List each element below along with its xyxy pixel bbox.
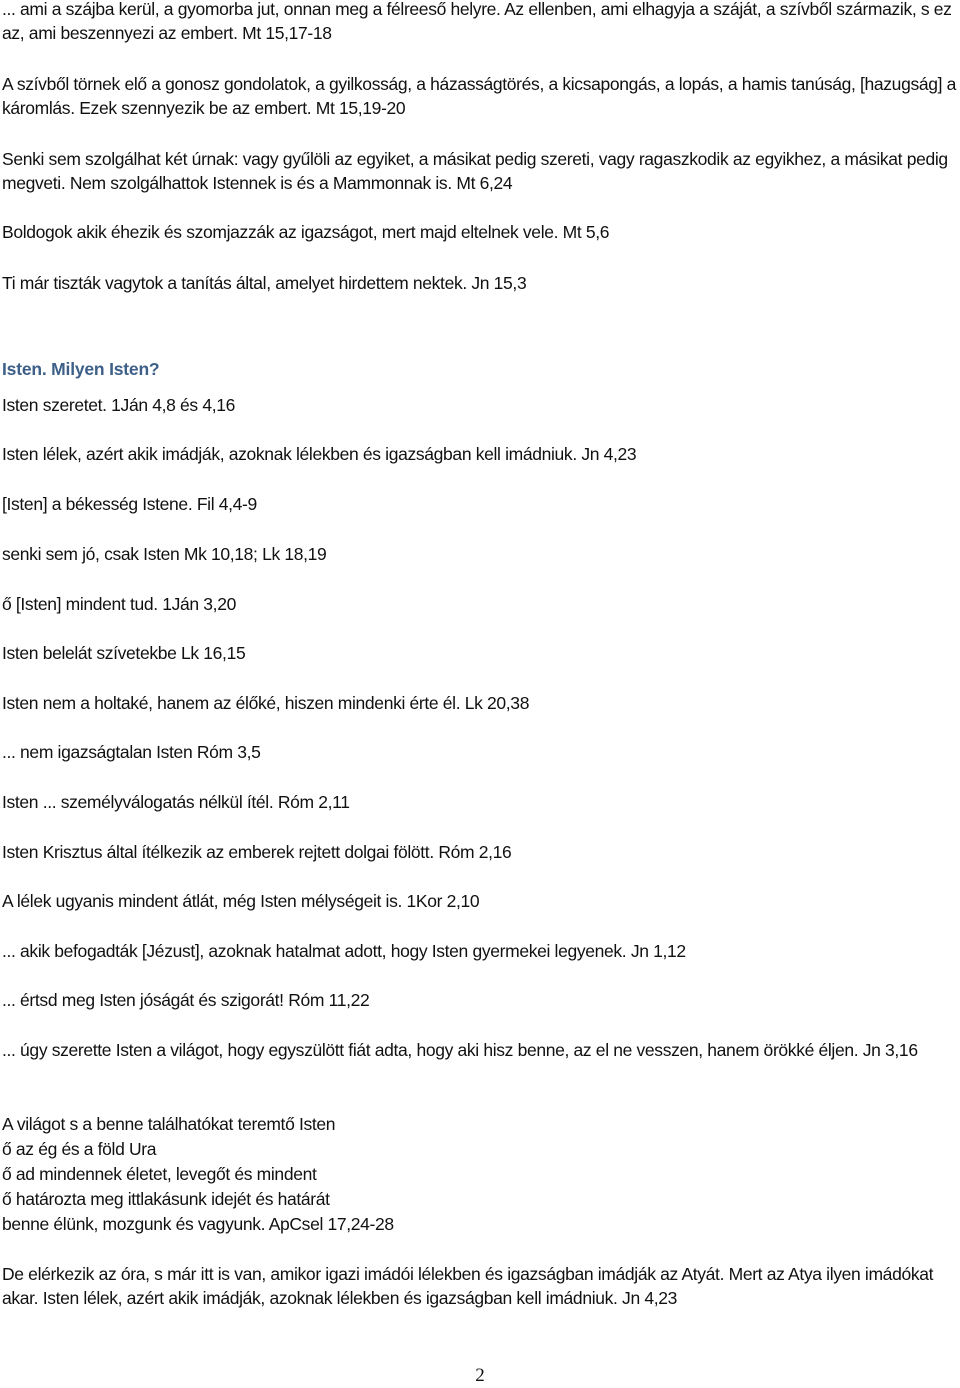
paragraph-mt-15-19: A szívből törnek elő a gonosz gondolatok, a gyilkosság, a házasságtörés, a kicsapongás, a lopás, a hamis tanúság, [hazugság] a káromlás. Ezek szennyezik be az embert. Mt 15,19-20	[2, 74, 957, 118]
entry-rom-2-11: Isten ... személyválogatás nélkül ítél. Róm 2,11	[2, 792, 350, 812]
entry-fil-4-4: [Isten] a békesség Istene. Fil 4,4-9	[2, 494, 257, 514]
poem-line: benne élünk, mozgunk és vagyunk. ApCsel 17,24-28	[2, 1214, 394, 1234]
paragraph-mt-15-17: ... ami a szájba kerül, a gyomorba jut, onnan meg a félreeső helyre. Az ellenben, ami elhagyja a száját, a szívből származik, s ez az, ami beszennyezi az embert. Mt 15,17-18	[2, 0, 952, 43]
paragraph-jn-15-3: Ti már tiszták vagytok a tanítás által, amelyet hirdettem nektek. Jn 15,3	[2, 273, 527, 293]
paragraph-mt-5-6: Boldogok akik éhezik és szomjazzák az igazságot, mert majd eltelnek vele. Mt 5,6	[2, 222, 610, 242]
page-number: 2	[475, 1365, 485, 1386]
entry-rom-2-16: Isten Krisztus által ítélkezik az emberek rejtett dolgai fölött. Róm 2,16	[2, 842, 512, 862]
entry-jn-3-16: ... úgy szerette Isten a világot, hogy egyszülött fiát adta, hogy aki hisz benne, az el ne vesszen, hanem örökké éljen. Jn 3,16	[2, 1040, 918, 1060]
poem-line: ő az ég és a föld Ura	[2, 1139, 157, 1159]
entry-rom-11-22: ... értsd meg Isten jóságát és szigorát! Róm 11,22	[2, 990, 370, 1010]
entry-jn-1-12: ... akik befogadták [Jézust], azoknak hatalmat adott, hogy Isten gyermekei legyenek. Jn 1,12	[2, 941, 686, 961]
entry-1kor-2-10: A lélek ugyanis mindent átlát, még Isten mélységeit is. 1Kor 2,10	[2, 891, 480, 911]
closing-paragraph: De elérkezik az óra, s már itt is van, amikor igazi imádói lélekben és igazságban imádják az Atyát. Mert az Atya ilyen imádókat akar. Isten lélek, azért akik imádják, azoknak lélekben és igazságban kell imádniuk. Jn 4,23	[2, 1264, 934, 1308]
entry-mk-10-18: senki sem jó, csak Isten Mk 10,18; Lk 18,19	[2, 544, 327, 564]
entry-rom-3-5: ... nem igazságtalan Isten Róm 3,5	[2, 742, 261, 762]
entry-1jan-3-20: ő [Isten] mindent tud. 1Ján 3,20	[2, 594, 236, 614]
poem-line: ő határozta meg ittlakásunk idejét és határát	[2, 1189, 330, 1209]
entry-jn-4-23: Isten lélek, azért akik imádják, azoknak lélekben és igazságban kell imádniuk. Jn 4,23	[2, 444, 637, 464]
entry-lk-20-38: Isten nem a holtaké, hanem az élőké, hiszen mindenki érte él. Lk 20,38	[2, 693, 530, 713]
paragraph-mt-6-24: Senki sem szolgálhat két úrnak: vagy gyűlöli az egyiket, a másikat pedig szereti, vagy ragaszkodik az egyikhez, a másikat pedig megveti. Nem szolgálhattok Istennek is és a Mammonnak is. Mt 6,24	[2, 149, 948, 193]
entry-lk-16-15: Isten belelát szívetekbe Lk 16,15	[2, 643, 246, 663]
entry-1jan-4-8: Isten szeretet. 1Ján 4,8 és 4,16	[2, 395, 235, 415]
poem-line: ő ad mindennek életet, levegőt és mindent	[2, 1164, 317, 1184]
section-heading: Isten. Milyen Isten?	[2, 359, 160, 379]
poem-line: A világot s a benne találhatókat teremtő Isten	[2, 1114, 336, 1134]
